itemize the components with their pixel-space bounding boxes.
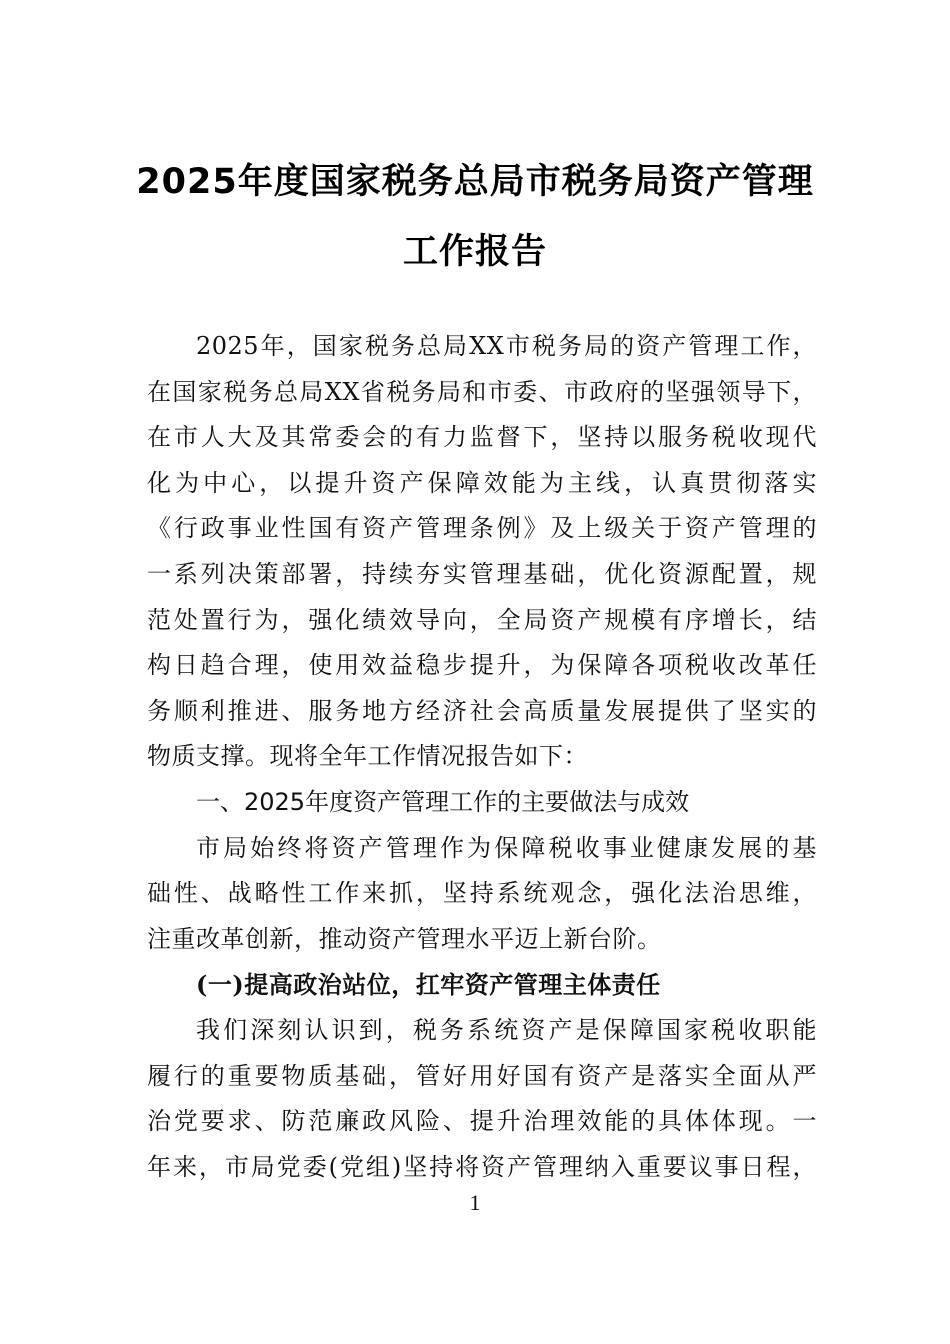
paragraph-line: 一系列决策部署，持续夯实管理基础，优化资源配置，规 [147, 559, 817, 588]
document-title-line-1: 2025年度国家税务总局市税务局资产管理 [136, 162, 814, 202]
paragraph-line: 础性、战略性工作来抓，坚持系统观念，强化法治思维， [147, 879, 817, 908]
paragraph-line: 市局始终将资产管理作为保障税收事业健康发展的基 [196, 833, 817, 862]
paragraph-line: 治党要求、防范廉政风险、提升治理效能的具体体现。一 [147, 1107, 817, 1136]
document-title-line-2: 工作报告 [402, 232, 547, 272]
paragraph-line: 注重改革创新，推动资产管理水平迈上新台阶。 [147, 924, 662, 953]
paragraph-line: 在国家税务总局XX省税务局和市委、市政府的坚强领导下， [147, 377, 817, 406]
paragraph-line: 构日趋合理，使用效益稳步提升，为保障各项税收改革任 [147, 651, 817, 680]
subsection-heading: (一)提高政治站位，扛牢资产管理主体责任 [196, 970, 661, 1000]
paragraph-line: 履行的重要物质基础，管好用好国有资产是落实全面从严 [147, 1061, 817, 1090]
paragraph-line: 年来，市局党委(党组)坚持将资产管理纳入重要议事日程， [147, 1152, 817, 1181]
paragraph-line: 务顺利推进、服务地方经济社会高质量发展提供了坚实的 [147, 696, 817, 725]
page-number: 1 [469, 1190, 481, 1215]
document-body [147, 324, 817, 1190]
paragraph-line: 2025年，国家税务总局XX市税务局的资产管理工作， [196, 332, 817, 360]
paragraph-line: 物质支撑。现将全年工作情况报告如下： [147, 742, 588, 771]
paragraph-line: 化为中心，以提升资产保障效能为主线，认真贯彻落实 [147, 468, 817, 497]
section-heading: 一、2025年度资产管理工作的主要做法与成效 [196, 787, 690, 816]
paragraph-line: 《行政事业性国有资产管理条例》及上级关于资产管理的 [147, 514, 817, 543]
paragraph-line: 在市人大及其常委会的有力监督下，坚持以服务税收现代 [147, 423, 817, 452]
paragraph-line: 范处置行为，强化绩效导向，全局资产规模有序增长，结 [147, 605, 817, 634]
paragraph-line: 我们深刻认识到，税务系统资产是保障国家税收职能 [196, 1015, 817, 1044]
